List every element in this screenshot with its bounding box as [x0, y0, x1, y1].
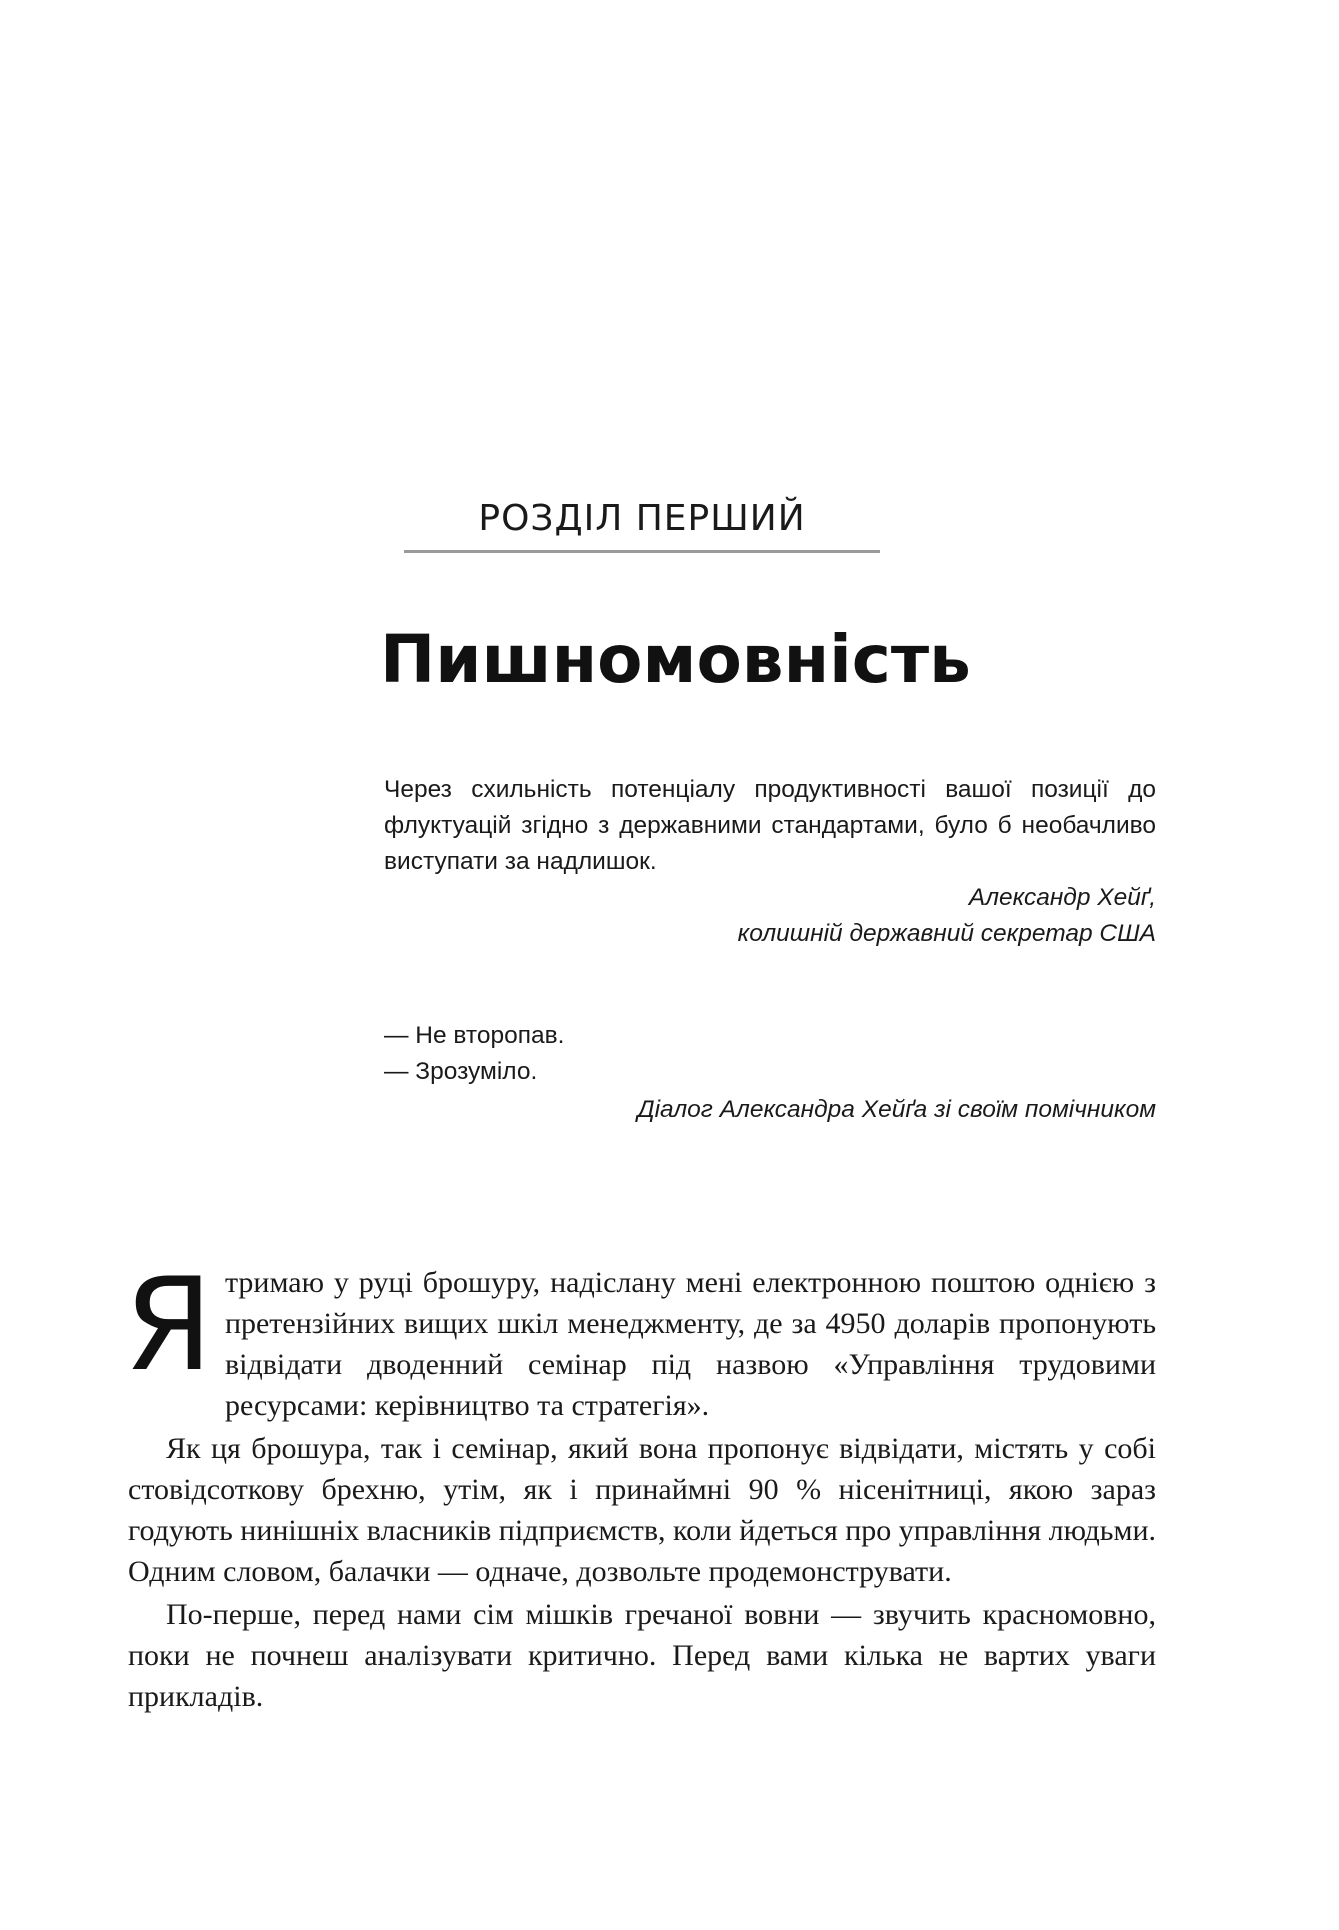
body-paragraph: [124, 1251, 1156, 1426]
epigraph-quote-text: Через схильність потенціалу продуктивності вашої позиції до флуктуацій згідно з державними стандартами, було б необачливо виступати за надлишок.: [384, 776, 1156, 875]
epigraph-dialog: [384, 1018, 1156, 1128]
body-paragraph: Як ця брошура, так і семінар, який вона пропонує відвідати, містять у собі стовідсоткову брехню, утім, як і принаймні 90 % нісенітниці, якою зараз годують нинішніх власників підприємств, коли йдеться про управління людьми. Одним словом, балачки — одначе, дозвольте продемонструвати.: [128, 1432, 1156, 1588]
drop-cap: Я: [124, 1251, 213, 1400]
dialog-line: — Зрозуміло.: [384, 1058, 538, 1085]
chapter-divider: [404, 550, 880, 553]
chapter-body: [124, 1251, 1156, 1717]
epigraph-author-role: колишній державний секретар США: [737, 920, 1156, 947]
dialog-attribution: Діалог Александра Хейґа зі своїм помічником: [637, 1096, 1156, 1123]
epigraph-author: Александр Хейґ,: [968, 884, 1156, 911]
body-paragraph-text: тримаю у руці брошуру, надіслану мені електронною поштою однією з претензійних вищих шкіл менеджменту, де за 4950 доларів пропонують відвідати дводенний семінар під назвою «Управління трудовими ресурсами: керівництво та стратегія».: [224, 1266, 1156, 1422]
chapter-title: Пишномовність: [380, 621, 971, 698]
epigraph-quote: [384, 772, 1156, 952]
chapter-label: РОЗДІЛ ПЕРШИЙ: [478, 498, 806, 539]
body-paragraph: По-перше, перед нами сім мішків гречаної вовни — звучить красномовно, поки не почнеш аналізувати критично. Перед вами кілька не вартих уваги прикладів.: [128, 1598, 1156, 1713]
dialog-line: — Не второпав.: [384, 1022, 565, 1049]
